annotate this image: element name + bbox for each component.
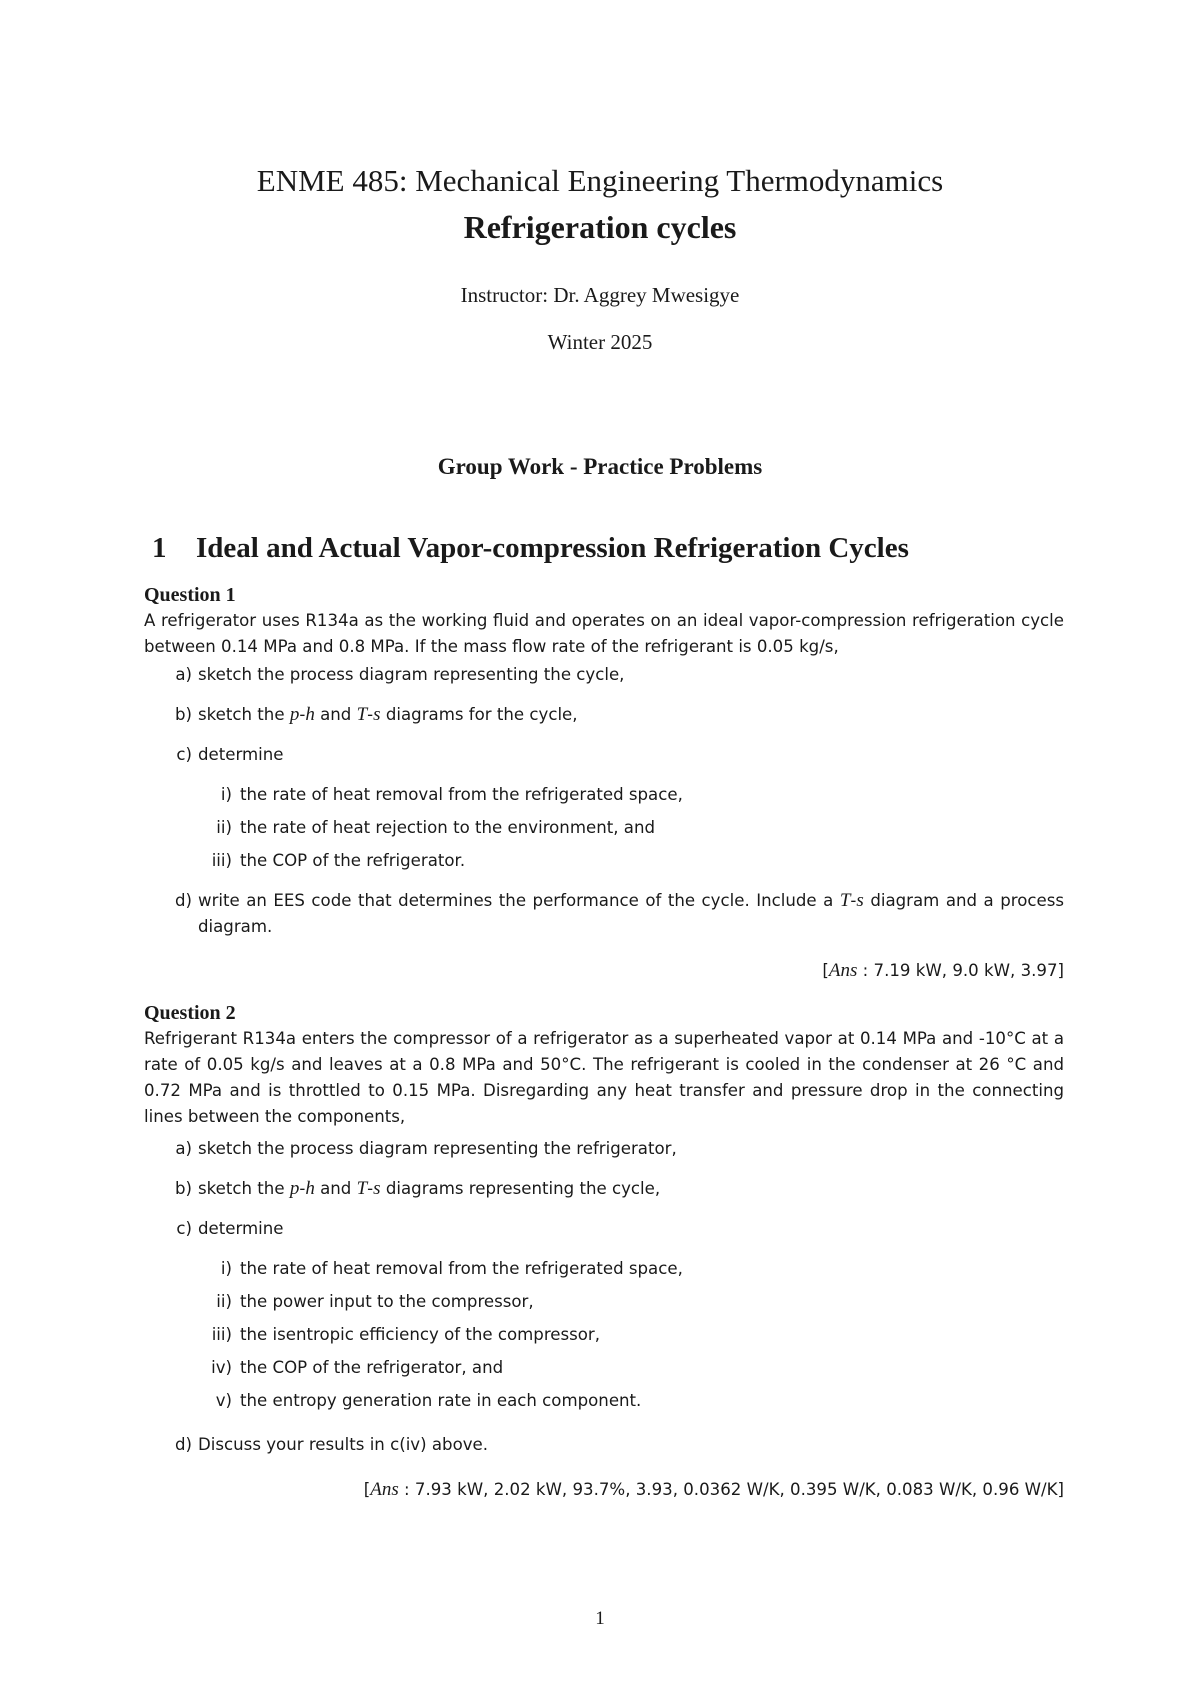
term-line: Winter 2025 <box>547 330 653 354</box>
q1-part-d-label: d) <box>174 891 192 910</box>
document-title: Refrigeration cycles <box>463 209 737 245</box>
q2-part-c-text: determine <box>198 1219 284 1238</box>
question-2-intro: Refrigerant R134a enters the compressor of a refrigerator as a superheated vapor at 0.14 MPa and -10°C at a rate of 0.05 kg/s and leaves at a 0.8 MPa and 50°C. The refrigerant is cooled in the condenser at 26 °C and 0.72 MPa and is throttled to 0.15 MPa. Disregarding any heat transfer and pressure drop in the connecting lines between the components, <box>144 1029 1064 1126</box>
document-page: ENME 485: Mechanical Engineering Thermodynamics Refrigeration cycles Instructor: Dr. Aggrey Mwesigye Winter 2025 Group Work - Practice Problems 1 Ideal and Actual Vapor-compression Refrigeration Cycles Question 1 A refrigerator uses R134a as the working fluid and operates on an ideal vapor-compression refrigeration cycle between 0.14 MPa and 0.8 MPa. If the mass flow rate of the refrigerant is 0.05 kg/s, a) sketch the process diagram representing the cycle, b) sketch the p-h and T-s diagrams for the cycle, c) determine i) the rate of heat removal from the refrigerated space, ii) the rate of heat rejection to the environment, and iii) the COP of the refrigerator. d) write an EES code that determines the performance of the cycle. Include a T-s diagram and a process diagram. [Ans : 7.19 kW, 9.0 kW, 3.97] Question 2 Refrigerant R134a enters the compressor of a refrigerator as a superheated vapor at 0.14 MPa and -10°C at a rate of 0.05 kg/s and leaves at a 0.8 MPa and 50°C. The refrigerant is cooled in the condenser at 26 °C and 0.72 MPa and is throttled to 0.15 MPa. Disregarding any heat transfer and pressure drop in the connecting lines between the components, a) sketch the process diagram representing the refrigerator, b) sketch the p-h and T-s diagrams representing the cycle, c) determine i) the rate of heat removal from the refrigerated space, ii) the power input to the compressor, iii) the isentropic efficiency of the compressor, iv) the COP of the refrigerator, and v) the entropy generation rate in each component. d) Discuss your results in c(iv) above. [Ans : 7.93 kW, 2.02 kW, 93.7%, 3.93, 0.0362 W/K, 0.395 W/K, 0.083 W/K, 0.96 W/K] 1 <box>0 0 1200 1696</box>
q1-part-c-text: determine <box>198 745 284 764</box>
question-1 <box>144 582 1064 660</box>
q1-part-a-text: sketch the process diagram representing the cycle, <box>198 665 625 684</box>
q1-part-b-label: b) <box>174 705 192 724</box>
q2-part-b-label: b) <box>174 1179 192 1198</box>
q2-part-d-label: d) <box>174 1435 192 1454</box>
q1-part-c-label: c) <box>176 745 192 764</box>
q2-answer: [Ans : 7.93 kW, 2.02 kW, 93.7%, 3.93, 0.0362 W/K, 0.395 W/K, 0.083 W/K, 0.96 W/K] <box>363 1479 1064 1500</box>
course-title: ENME 485: Mechanical Engineering Thermodynamics <box>256 163 944 198</box>
section-heading <box>152 530 1072 566</box>
question-1-title: Question 1 <box>144 584 236 606</box>
question-2-title: Question 2 <box>144 1002 236 1024</box>
q2-part-a-text: sketch the process diagram representing the refrigerator, <box>198 1139 677 1158</box>
q2-part-c-label: c) <box>176 1219 192 1238</box>
q1-answer: [Ans : 7.19 kW, 9.0 kW, 3.97] <box>822 960 1064 981</box>
q2-part-d-text: Discuss your results in c(iv) above. <box>198 1435 489 1454</box>
question-1-intro: A refrigerator uses R134a as the working fluid and operates on an ideal vapor-compression refrigeration cycle between 0.14 MPa and 0.8 MPa. If the mass flow rate of the refrigerant is 0.05 kg/s, <box>144 611 1064 656</box>
q1-part-a-label: a) <box>175 665 192 684</box>
q2-part-a-label: a) <box>175 1139 192 1158</box>
section-title: Ideal and Actual Vapor-compression Refrigeration Cycles <box>196 532 909 564</box>
page-number: 1 <box>595 1608 605 1629</box>
q1-part-d-text: write an EES code that determines the performance of the cycle. Include a T-s diagram and a process diagram. <box>198 890 1064 936</box>
section-number: 1 <box>152 532 167 564</box>
group-work-heading: Group Work - Practice Problems <box>437 454 763 479</box>
instructor-line: Instructor: Dr. Aggrey Mwesigye <box>460 283 740 307</box>
q2-part-b-text: sketch the p-h and T-s diagrams representing the cycle, <box>198 1178 661 1199</box>
question-2 <box>144 1000 1064 1130</box>
q1-part-b-text: sketch the p-h and T-s diagrams for the cycle, <box>198 704 578 725</box>
